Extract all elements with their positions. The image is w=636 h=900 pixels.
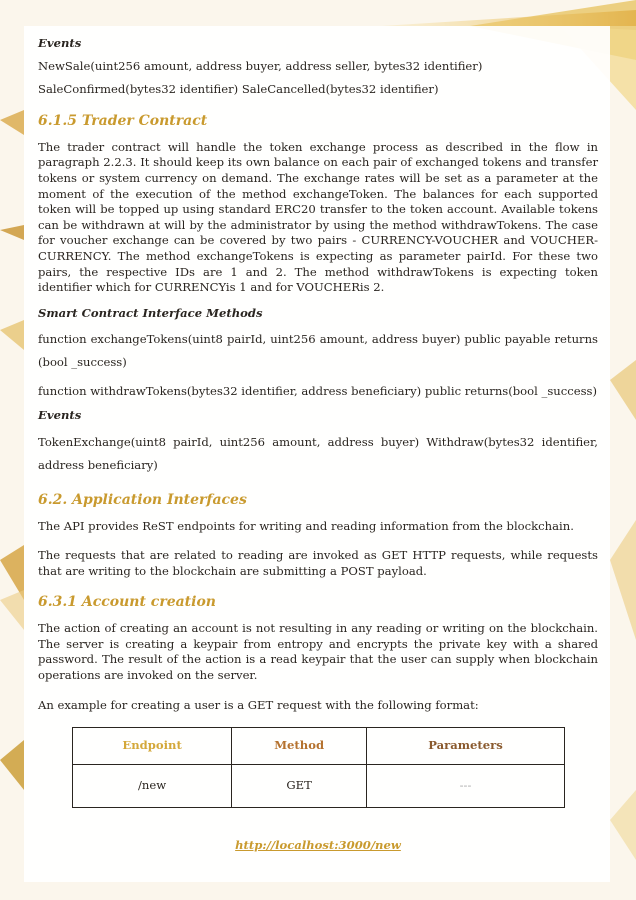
trader-events-heading: Events <box>38 407 82 422</box>
table-header-row <box>73 728 565 765</box>
header-endpoint: Endpoint <box>73 728 232 765</box>
document-page <box>24 26 610 882</box>
interfaces-paragraph-2: The requests that are related to reading are invoked as GET HTTP requests, while requests that are writing to the blockchain are submitting a POST payload. <box>38 548 598 578</box>
header-parameters: Parameters <box>367 728 565 765</box>
interfaces-paragraph-1: The API provides ReST endpoints for writing and reading information from the blockchain. <box>38 518 574 533</box>
account-paragraph-1: The action of creating an account is not resulting in any reading or writing on the blockchain. The server is creating a keypair from entropy and encrypts the private key with a shared password. The result of the action is a read keypair that the user can supply when blockchain operations are invoked on the server. <box>38 621 598 683</box>
section-heading-account-creation: 6.3.1 Account creation <box>38 594 216 611</box>
events-heading: Events <box>38 36 82 50</box>
section-heading-application-interfaces: 6.2. Application Interfaces <box>38 491 247 508</box>
endpoint-table <box>72 727 565 808</box>
section-heading-trader-contract: 6.1.5 Trader Contract <box>38 112 208 129</box>
cell-parameters: --- <box>367 765 565 808</box>
cell-method: GET <box>232 765 367 808</box>
table-row <box>73 765 565 808</box>
header-method: Method <box>232 728 367 765</box>
account-paragraph-2: An example for creating a user is a GET request with the following format: <box>38 697 479 712</box>
event-newsale: NewSale(uint256 amount, address buyer, address seller, bytes32 identifier) <box>38 58 483 73</box>
event-sale-confirmed-cancelled: SaleConfirmed(bytes32 identifier) SaleCancelled(bytes32 identifier) <box>38 82 439 97</box>
method-exchange-tokens: function exchangeTokens(uint8 pairId, uint256 amount, address buyer) public payable returns (bool _success) <box>38 332 598 370</box>
method-withdraw-tokens: function withdrawTokens(bytes32 identifier, address beneficiary) public returns(bool _success) <box>38 384 598 399</box>
event-token-exchange-withdraw: TokenExchange(uint8 pairId, uint256 amount, address buyer) Withdraw(bytes32 identifier, address beneficiary) <box>38 434 598 472</box>
interface-methods-heading: Smart Contract Interface Methods <box>38 305 263 320</box>
cell-endpoint: /new <box>73 765 232 808</box>
document-content <box>38 36 598 854</box>
example-url-link[interactable]: http://localhost:3000/new <box>235 838 401 853</box>
trader-paragraph: The trader contract will handle the token exchange process as described in the flow in paragraph 2.2.3. It should keep its own balance on each pair of exchanged tokens and transfer tokens or system currency on demand. The exchange rates will be set as a parameter at the moment of the execution of the method exchangeToken. The balances for each supported token will be topped up using standard ERC20 transfer to the token account. Available tokens can be withdrawn at will by the administrator by using the method withdrawTokens. The case for voucher exchange can be covered by two pairs - CURRENCY-VOUCHER and VOUCHER-CURRENCY. The method exchangeTokens is expecting as parameter pairId. For these two pairs, the respective IDs are 1 and 2. The method withdrawTokens is expecting token identifier which for CURRENCYis 1 and for VOUCHERis 2. <box>38 139 598 295</box>
